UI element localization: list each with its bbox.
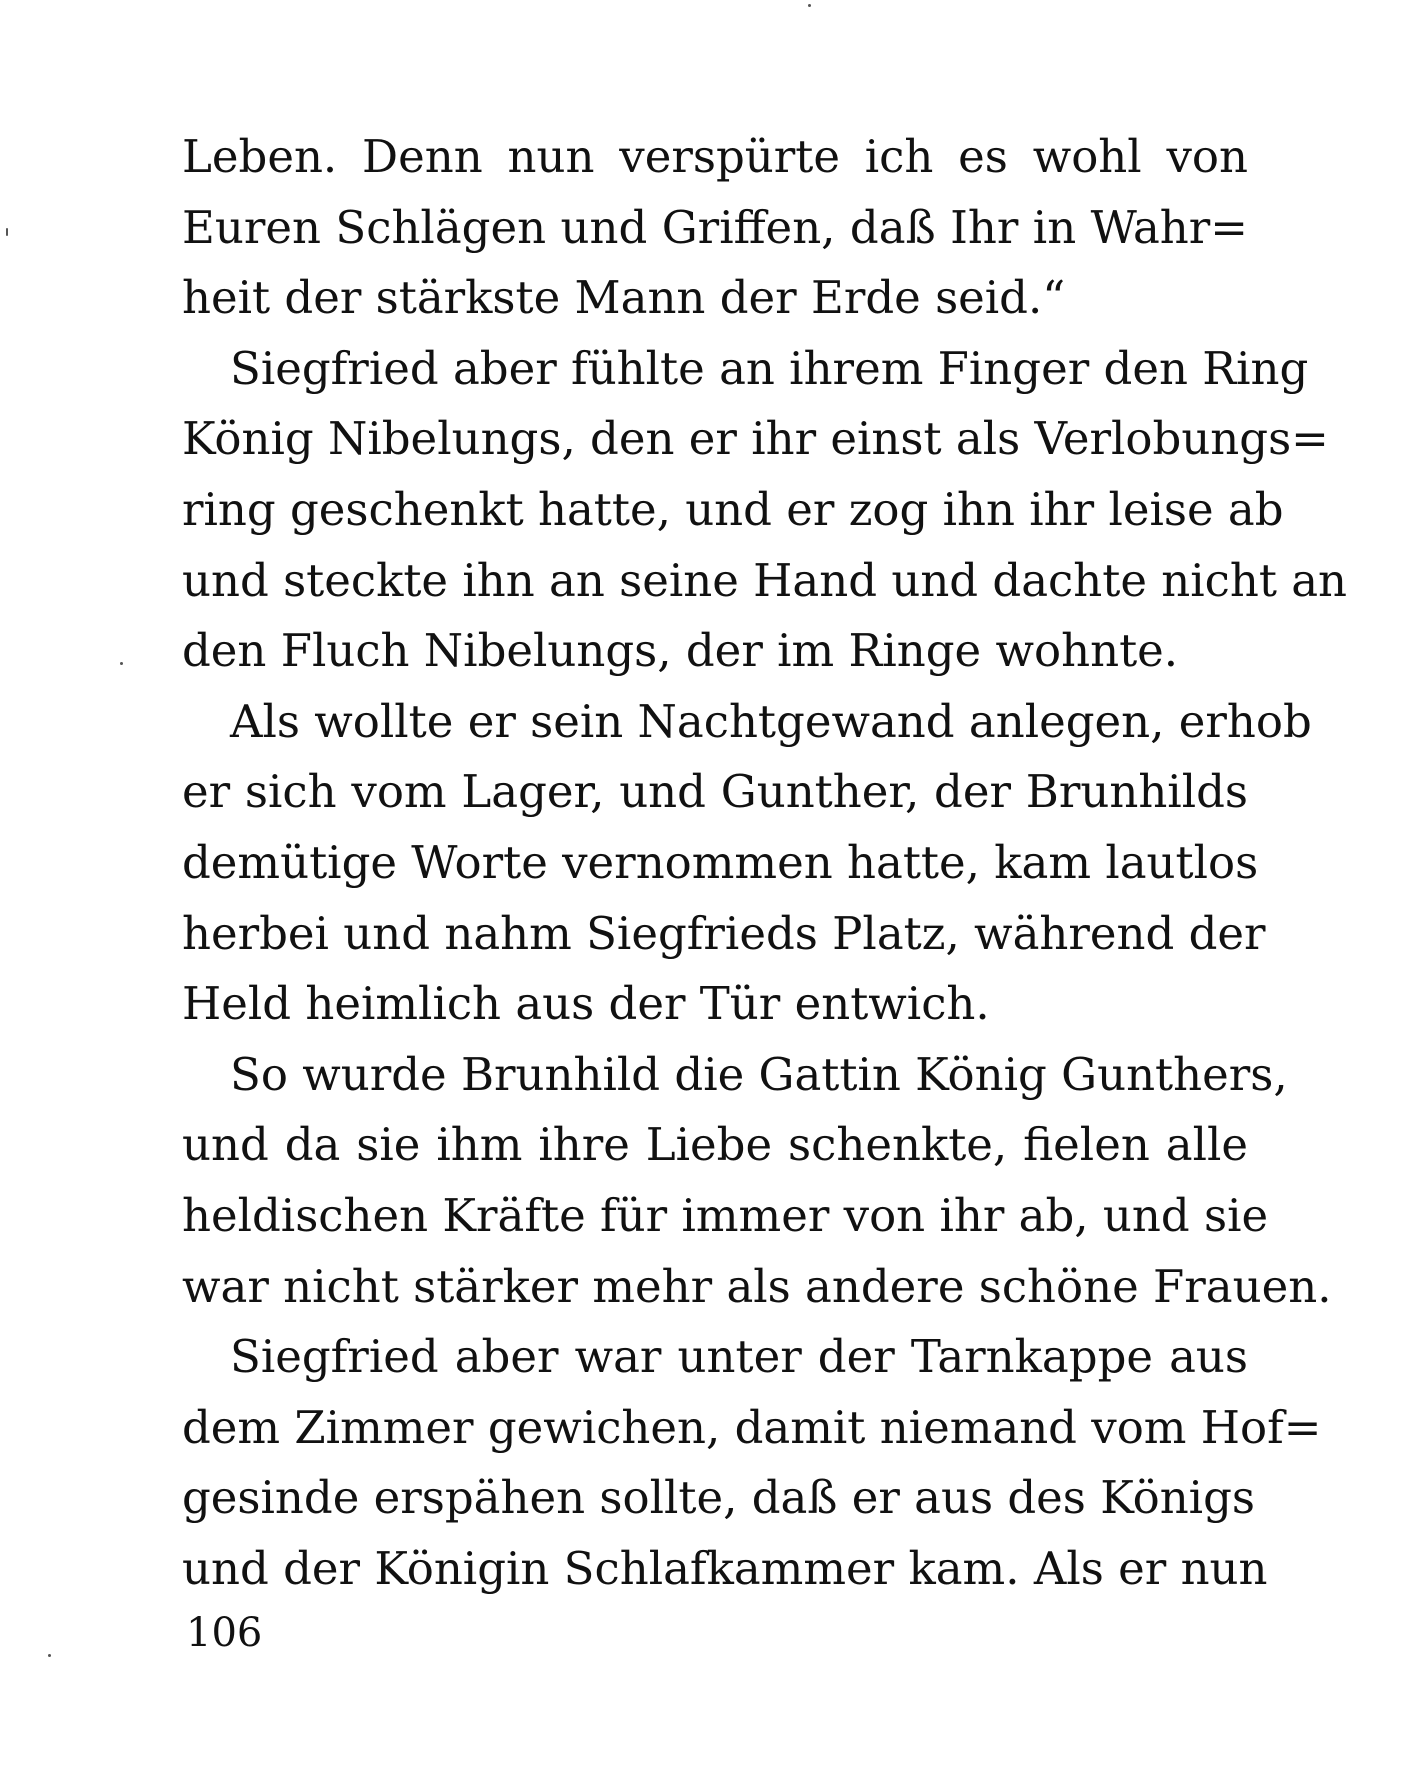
text-line: dem Zimmer gewichen, damit niemand vom Hof=: [182, 1400, 1322, 1454]
text-line: und da sie ihm ihre Liebe schenkte, fielen alle: [182, 1118, 1248, 1172]
text-line: war nicht stärker mehr als andere schöne Frauen.: [182, 1259, 1332, 1313]
text-line: heldischen Kräfte für immer von ihr ab, und sie: [182, 1188, 1269, 1242]
text-line: ring geschenkt hatte, und er zog ihn ihr leise ab: [182, 482, 1284, 536]
paper-speck: [48, 1654, 51, 1657]
body-text: [182, 122, 1348, 1604]
text-line: demütige Worte vernommen hatte, kam lautlos: [182, 835, 1259, 889]
text-line: Held heimlich aus der Tür entwich.: [182, 977, 990, 1031]
text-line: herbei und nahm Siegfrieds Platz, während der: [182, 906, 1266, 960]
paragraph-first-line: Als wollte er sein Nachtgewand anlegen, erhob: [230, 694, 1312, 748]
text-line: er sich vom Lager, und Gunther, der Brunhilds: [182, 765, 1248, 819]
text-line: König Nibelungs, den er ihr einst als Verlobungs=: [182, 412, 1329, 466]
paper-speck: [120, 662, 123, 665]
paper-speck: [6, 228, 8, 236]
text-line: Euren Schlägen und Griffen, daß Ihr in Wahr=: [182, 200, 1248, 254]
paragraph-first-line: Siegfried aber war unter der Tarnkappe aus: [230, 1330, 1248, 1384]
text-line: gesinde erspähen sollte, daß er aus des Königs: [182, 1471, 1255, 1525]
text-line: und steckte ihn an seine Hand und dachte nicht an: [182, 553, 1348, 607]
page-number: 106: [186, 1610, 263, 1656]
paragraph-first-line: Siegfried aber fühlte an ihrem Finger den Ring: [230, 341, 1309, 395]
text-line: heit der stärkste Mann der Erde seid.“: [182, 271, 1066, 325]
paper-speck: [808, 4, 811, 7]
text-line: Leben. Denn nun verspürte ich es wohl von: [182, 130, 1248, 183]
text-line: den Fluch Nibelungs, der im Ringe wohnte.: [182, 624, 1179, 678]
paragraph-first-line: So wurde Brunhild die Gattin König Gunthers,: [230, 1047, 1288, 1101]
text-line: und der Königin Schlafkammer kam. Als er nun: [182, 1541, 1268, 1595]
